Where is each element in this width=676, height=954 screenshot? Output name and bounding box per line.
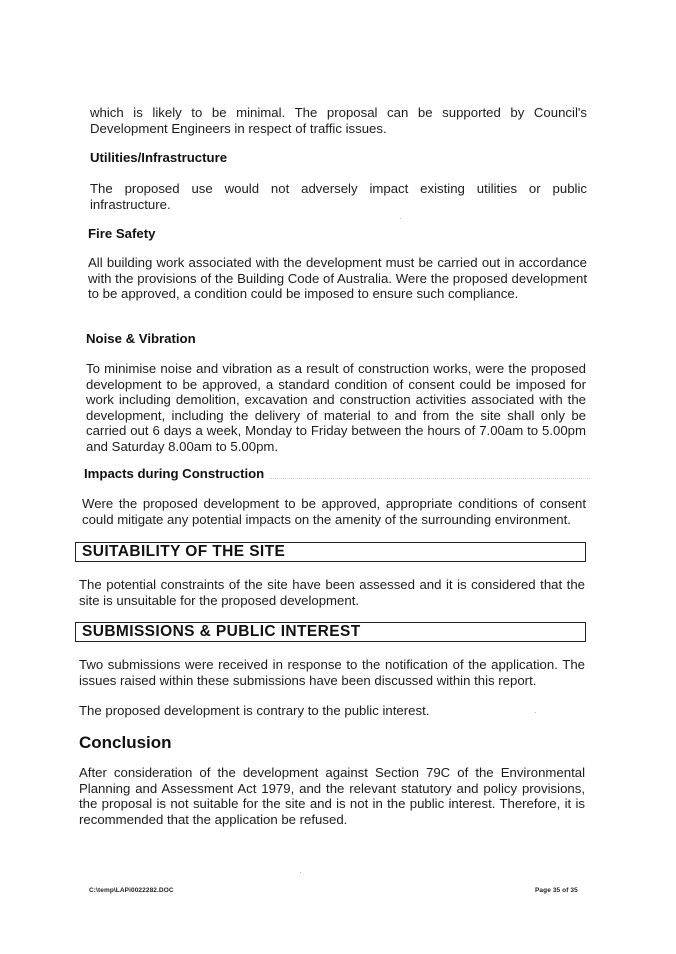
conclusion-heading: Conclusion: [79, 733, 172, 752]
footer-page-number: Page 35 of 35: [535, 887, 578, 894]
submissions-paragraph-1: Two submissions were received in response to the notification of the application. The issues raised within these submissions have been discussed within this report.: [79, 657, 585, 688]
suitability-paragraph: The potential constraints of the site have been assessed and it is considered that the site is unsuitable for the proposed development.: [79, 577, 585, 608]
intro-paragraph: which is likely to be minimal. The proposal can be supported by Council's Development Engineers in respect of traffic issues.: [90, 105, 587, 136]
utilities-paragraph: The proposed use would not adversely impact existing utilities or public infrastructure.: [90, 181, 587, 212]
scan-speck: [535, 712, 536, 713]
scan-speck: [300, 872, 301, 873]
submissions-paragraph-2: The proposed development is contrary to the public interest.: [79, 703, 430, 718]
noise-heading: Noise & Vibration: [86, 331, 196, 346]
construction-heading: Impacts during Construction: [84, 466, 265, 481]
submissions-section-heading: SUBMISSIONS & PUBLIC INTEREST: [75, 622, 586, 642]
suitability-section-heading: SUITABILITY OF THE SITE: [75, 542, 586, 562]
scan-speck: [400, 218, 401, 219]
noise-paragraph: To minimise noise and vibration as a result of construction works, were the proposed development to be approved, a standard condition of consent could be imposed for work including demolition, excavation and construction activities associated with the development, including the delivery of material to and from the site shall only be carried out 6 days a week, Monday to Friday between the hours of 7.00am to 5.00pm and Saturday 8.00am to 5.00pm.: [86, 361, 586, 454]
fire-safety-heading: Fire Safety: [88, 226, 156, 241]
scan-artifact-line: [270, 478, 590, 479]
conclusion-paragraph: After consideration of the development against Section 79C of the Environmental Planning and Assessment Act 1979, and the relevant statutory and policy provisions, the proposal is not suitable for the site and is not in the public interest. Therefore, it is recommended that the application be refused.: [79, 765, 585, 827]
utilities-heading: Utilities/Infrastructure: [90, 150, 228, 165]
footer-file-path: C:\temp\LAPi0022282.DOC: [89, 887, 174, 894]
fire-safety-paragraph: All building work associated with the development must be carried out in accordance with the provisions of the Building Code of Australia. Were the proposed development to be approved, a condition could be imposed to ensure such compliance.: [88, 255, 587, 302]
construction-paragraph: Were the proposed development to be approved, appropriate conditions of consent could mitigate any potential impacts on the amenity of the surrounding environment.: [82, 496, 586, 527]
